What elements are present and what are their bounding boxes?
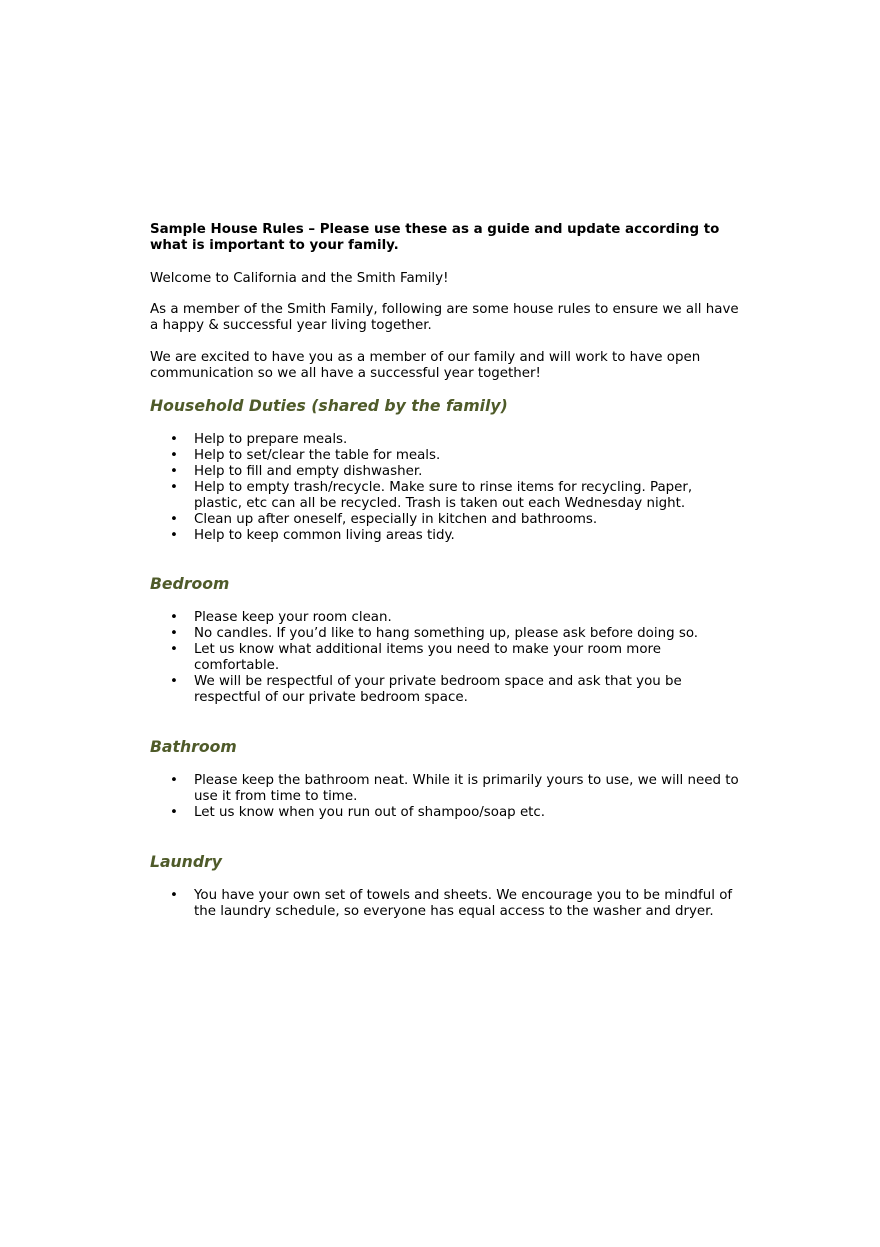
- bullet-icon: •: [170, 448, 178, 463]
- list-item: [150, 464, 740, 480]
- excited-paragraph: We are excited to have you as a member of our family and will work to have open communication so we all have a successful year together!: [150, 350, 701, 381]
- bedroom-list: [150, 610, 740, 706]
- list-item-text: Please keep the bathroom neat. While it is primarily yours to use, we will need to use it from time to time.: [194, 773, 739, 804]
- list-item: [150, 610, 740, 626]
- list-item-text: Let us know what additional items you need to make your room more comfortable.: [194, 642, 661, 673]
- list-item: [150, 480, 740, 512]
- laundry-list: [150, 888, 740, 920]
- bullet-icon: •: [170, 480, 178, 495]
- bullet-icon: •: [170, 528, 178, 543]
- member-paragraph: As a member of the Smith Family, following are some house rules to ensure we all have a happy & successful year living together.: [150, 302, 739, 333]
- list-item-text: Clean up after oneself, especially in kitchen and bathrooms.: [194, 512, 598, 527]
- bullet-icon: •: [170, 512, 178, 527]
- list-item-text: Help to set/clear the table for meals.: [194, 448, 441, 463]
- bathroom-list: [150, 773, 740, 821]
- list-item-text: Please keep your room clean.: [194, 610, 392, 625]
- bedroom-heading: Bedroom: [150, 574, 230, 593]
- list-item: [150, 448, 740, 464]
- bullet-icon: •: [170, 674, 178, 689]
- bathroom-heading: Bathroom: [150, 737, 237, 756]
- list-item: [150, 432, 740, 448]
- list-item-text: We will be respectful of your private bedroom space and ask that you be respectful of our private bedroom space.: [194, 674, 682, 705]
- document-page: [150, 222, 740, 920]
- household-duties-heading: Household Duties (shared by the family): [150, 396, 508, 415]
- bullet-icon: •: [170, 773, 178, 788]
- bullet-icon: •: [170, 626, 178, 641]
- list-item: [150, 805, 740, 821]
- bullet-icon: •: [170, 642, 178, 657]
- list-item-text: No candles. If you’d like to hang something up, please ask before doing so.: [194, 626, 699, 641]
- list-item-text: You have your own set of towels and sheets. We encourage you to be mindful of the laundry schedule, so everyone has equal access to the washer and dryer.: [194, 888, 733, 919]
- list-item: [150, 674, 740, 706]
- list-item: [150, 642, 740, 674]
- list-item-text: Let us know when you run out of shampoo/soap etc.: [194, 805, 546, 820]
- household-duties-list: [150, 432, 740, 544]
- list-item-text: Help to keep common living areas tidy.: [194, 528, 455, 543]
- list-item: [150, 528, 740, 544]
- list-item: [150, 626, 740, 642]
- bullet-icon: •: [170, 464, 178, 479]
- bullet-icon: •: [170, 888, 178, 903]
- laundry-heading: Laundry: [150, 852, 222, 871]
- list-item: [150, 888, 740, 920]
- list-item-text: Help to empty trash/recycle. Make sure to rinse items for recycling. Paper, plastic, etc can all be recycled. Trash is taken out each Wednesday night.: [194, 480, 693, 511]
- list-item: [150, 512, 740, 528]
- bullet-icon: •: [170, 805, 178, 820]
- document-title: Sample House Rules – Please use these as a guide and update according to what is important to your family.: [150, 222, 720, 253]
- list-item-text: Help to prepare meals.: [194, 432, 348, 447]
- bullet-icon: •: [170, 432, 178, 447]
- welcome-paragraph: Welcome to California and the Smith Family!: [150, 271, 449, 286]
- bullet-icon: •: [170, 610, 178, 625]
- list-item-text: Help to fill and empty dishwasher.: [194, 464, 423, 479]
- list-item: [150, 773, 740, 805]
